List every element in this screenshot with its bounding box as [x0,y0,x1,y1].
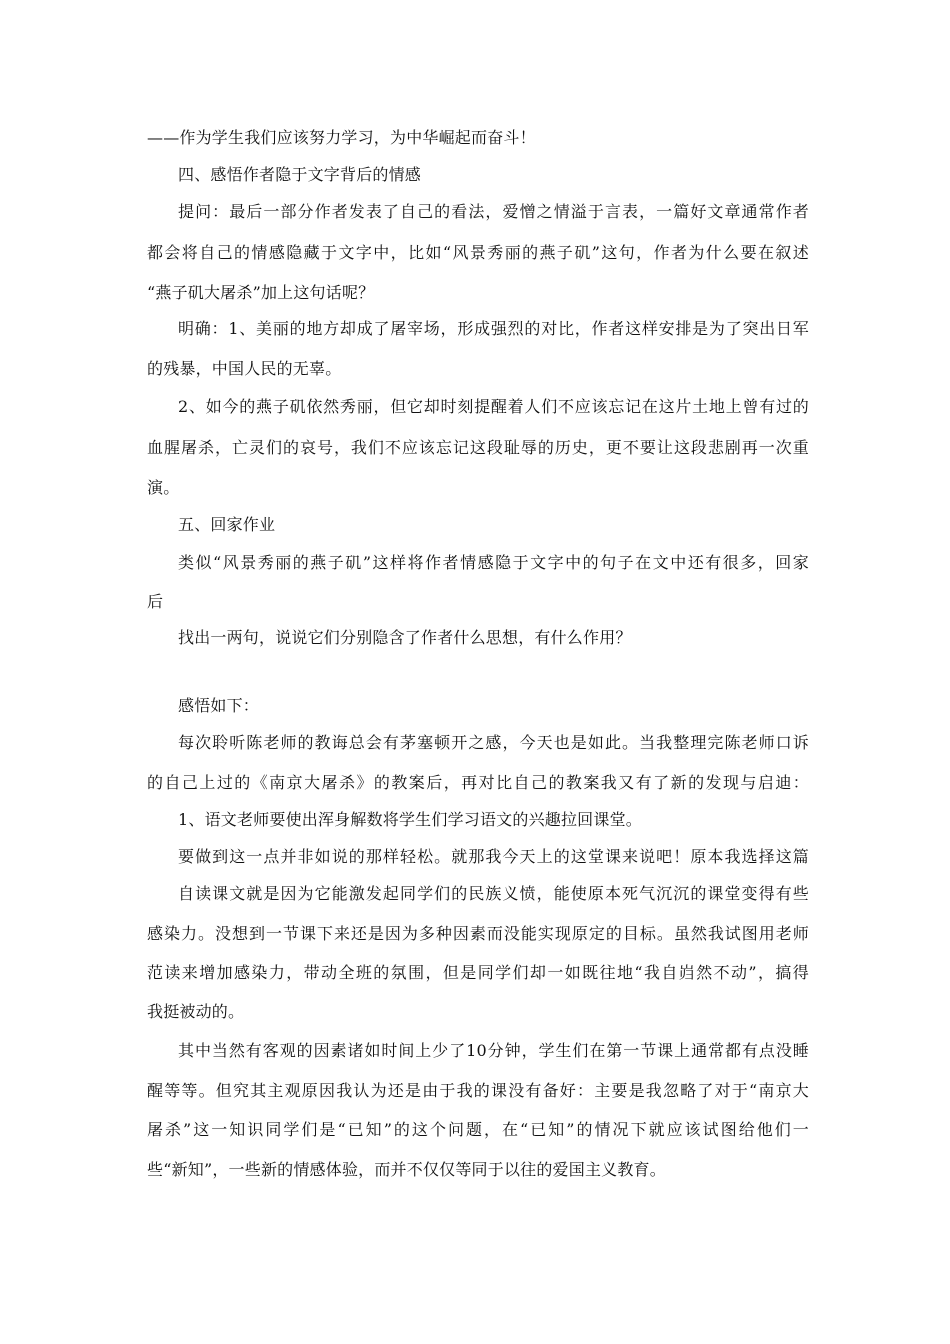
text-line: 我挺被动的。 [147,1002,245,1021]
text-line: 找出一两句，说说它们分别隐含了作者什么思想，有什么作用？ [178,628,632,647]
section-heading: 感悟如下： [178,696,260,715]
text-line: “燕子矶大屠杀”加上这句话呢？ [147,283,375,302]
text-line: 些“新知”，一些新的情感体验，而并不仅仅等同于以往的爱国主义教育。 [147,1160,666,1179]
text-line: 后 [147,592,164,611]
text-line: 明确：1、美丽的地方却成了屠宰场，形成强烈的对比，作者这样安排是为了突出日军 [178,319,809,338]
text-line: 1、语文老师要使出浑身解数将学生们学习语文的兴趣拉回课堂。 [178,810,642,829]
text-line: 都会将自己的情感隐藏于文字中，比如“风景秀丽的燕子矶”这句，作者为什么要在叙述 [147,243,809,262]
text-line: 范读来增加感染力，带动全班的氛围，但是同学们却一如既往地“我自岿然不动”，搞得 [147,963,809,982]
text-line: 屠杀”这一知识同学们是“已知”的这个问题，在“已知”的情况下就应该试图给他们一 [147,1120,809,1139]
text-line: 自读课文就是因为它能激发起同学们的民族义愤，能使原本死气沉沉的课堂变得有些 [178,884,809,903]
text-line: 每次聆听陈老师的教诲总会有茅塞顿开之感，今天也是如此。当我整理完陈老师口诉 [178,733,809,752]
text-line: 醒等等。但究其主观原因我认为还是由于我的课没有备好：主要是我忽略了对于“南京大 [147,1081,809,1100]
text-line: ——作为学生我们应该努力学习，为中华崛起而奋斗！ [147,128,536,147]
text-line: 演。 [147,478,180,497]
text-line: 类似“风景秀丽的燕子矶”这样将作者情感隐于文字中的句子在文中还有很多，回家 [178,553,809,572]
text-line: 感染力。没想到一节课下来还是因为多种因素而没能实现原定的目标。虽然我试图用老师 [147,924,809,943]
text-line: 2、如今的燕子矶依然秀丽，但它却时刻提醒着人们不应该忘记在这片土地上曾有过的 [178,397,809,416]
section-heading: 四、感悟作者隐于文字背后的情感 [178,165,422,184]
text-line: 血腥屠杀，亡灵们的哀号，我们不应该忘记这段耻辱的历史，更不要让这段悲剧再一次重 [147,438,809,457]
text-line: 其中当然有客观的因素诸如时间上少了10分钟，学生们在第一节课上通常都有点没睡 [178,1041,809,1060]
text-line: 要做到这一点并非如说的那样轻松。就那我今天上的这堂课来说吧！原本我选择这篇 [178,847,809,866]
section-heading: 五、回家作业 [178,515,276,534]
text-line: 的残暴，中国人民的无辜。 [147,359,342,378]
text-line: 提问：最后一部分作者发表了自己的看法，爱憎之情溢于言表，一篇好文章通常作者 [178,202,809,221]
text-line: 的自己上过的《南京大屠杀》的教案后，再对比自己的教案我又有了新的发现与启迪： [147,773,809,792]
